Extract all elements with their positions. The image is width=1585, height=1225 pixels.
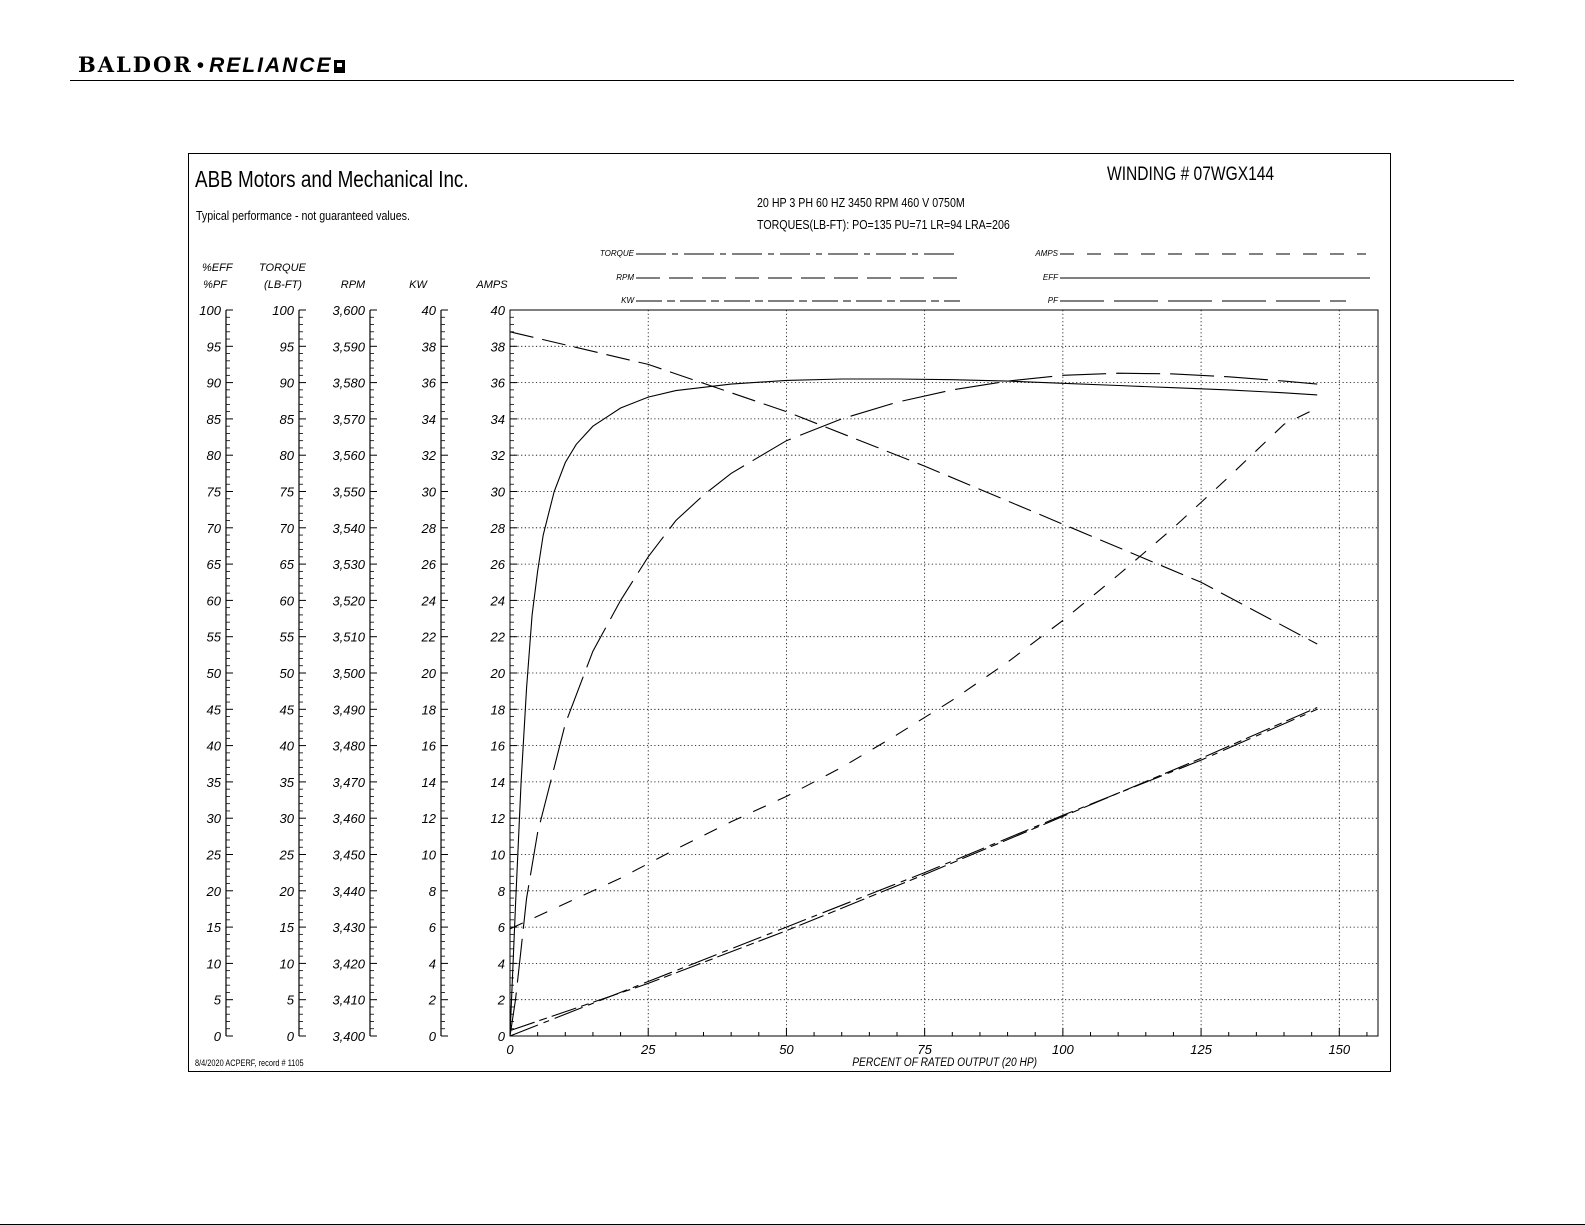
tick-label-torque: 100 <box>272 303 294 318</box>
tick-label-rpm: 3,600 <box>332 303 365 318</box>
series-pf-line <box>510 373 1317 1036</box>
tick-label-torque: 30 <box>279 811 294 827</box>
legend-label-torque: TORQUE <box>599 249 634 258</box>
tick-label-torque: 50 <box>279 666 294 681</box>
tick-label-eff_pf: 95 <box>206 339 221 355</box>
axis-label-kw: KW <box>409 279 427 291</box>
tick-label-eff_pf: 15 <box>206 920 221 936</box>
tick-label-amps: 12 <box>490 811 505 827</box>
tick-label-eff_pf: 100 <box>199 303 221 318</box>
tick-label-eff_pf: 90 <box>206 375 221 391</box>
brand-name-baldor: BALDOR <box>78 52 193 77</box>
tick-label-kw: 16 <box>421 738 436 754</box>
legend-label-kw: KW <box>621 296 634 305</box>
tick-label-rpm: 3,500 <box>332 666 365 681</box>
tick-label-amps: 32 <box>490 448 505 464</box>
tick-label-amps: 30 <box>490 484 505 500</box>
tick-label-eff_pf: 60 <box>206 593 221 609</box>
tick-label-rpm: 3,570 <box>332 411 365 427</box>
tick-label-amps: 6 <box>497 920 505 936</box>
axis-label-rpm: RPM <box>340 279 366 291</box>
tick-label-amps: 16 <box>490 738 505 754</box>
tick-label-amps: 34 <box>490 411 505 427</box>
series-torque-line <box>510 709 1317 1036</box>
x-tick-label: 150 <box>1328 1042 1351 1057</box>
tick-label-torque: 35 <box>279 774 294 790</box>
tick-label-rpm: 3,460 <box>332 811 365 827</box>
tick-label-eff_pf: 45 <box>206 702 221 718</box>
tick-label-kw: 2 <box>428 992 436 1008</box>
tick-label-amps: 14 <box>490 774 505 790</box>
x-tick-label: 25 <box>640 1042 656 1057</box>
tick-label-amps: 10 <box>490 847 505 863</box>
legend-label-rpm: RPM <box>616 273 634 282</box>
axis-label-amps: AMPS <box>476 279 508 291</box>
tick-label-eff_pf: 80 <box>206 448 221 464</box>
axis-label-eff_pf: %PF <box>203 279 227 291</box>
tick-label-torque: 55 <box>279 629 294 645</box>
tick-label-rpm: 3,440 <box>332 883 365 899</box>
tick-label-kw: 22 <box>421 629 436 645</box>
legend-label-amps: AMPS <box>1035 249 1058 258</box>
tick-label-rpm: 3,480 <box>332 738 365 754</box>
axis-label-top-eff_pf: %EFF <box>202 262 233 274</box>
tick-label-kw: 36 <box>421 375 436 391</box>
tick-label-torque: 80 <box>279 448 294 464</box>
tick-label-amps: 26 <box>490 557 505 573</box>
x-tick-label: 0 <box>506 1042 514 1057</box>
tick-label-amps: 18 <box>490 702 505 718</box>
tick-label-torque: 40 <box>279 738 294 754</box>
tick-label-kw: 38 <box>421 339 436 355</box>
legend-label-eff: EFF <box>1042 273 1058 282</box>
x-tick-label: 75 <box>917 1042 932 1057</box>
tick-label-eff_pf: 10 <box>206 956 221 972</box>
tick-label-kw: 40 <box>421 303 436 318</box>
series-amps-line <box>510 408 1317 929</box>
tick-label-kw: 26 <box>421 557 436 573</box>
tick-label-kw: 4 <box>428 956 436 972</box>
tick-label-eff_pf: 55 <box>206 629 221 645</box>
axis-label-torque: (LB-FT) <box>264 279 302 291</box>
torque-values: TORQUES(LB-FT): PO=135 PU=71 LR=94 LRA=206 <box>757 217 1010 232</box>
tick-label-torque: 10 <box>279 956 294 972</box>
tick-label-rpm: 3,550 <box>332 484 365 500</box>
tick-label-eff_pf: 70 <box>206 520 221 536</box>
tick-label-kw: 24 <box>421 593 436 609</box>
tick-label-torque: 20 <box>279 883 294 899</box>
tick-label-torque: 70 <box>279 520 294 536</box>
tick-label-amps: 20 <box>490 666 505 681</box>
x-tick-label: 125 <box>1190 1042 1212 1057</box>
tick-label-amps: 2 <box>497 992 505 1008</box>
tick-label-torque: 15 <box>279 920 294 936</box>
tick-label-kw: 28 <box>421 520 436 536</box>
tick-label-rpm: 3,410 <box>332 992 365 1008</box>
winding-number: WINDING # 07WGX144 <box>1107 164 1275 185</box>
tick-label-rpm: 3,590 <box>332 339 365 355</box>
tick-label-torque: 45 <box>279 702 294 718</box>
series-rpm-line <box>510 332 1317 644</box>
tick-label-eff_pf: 20 <box>206 883 221 899</box>
tick-label-kw: 10 <box>421 847 436 863</box>
tick-label-eff_pf: 65 <box>206 557 221 573</box>
performance-disclaimer: Typical performance - not guaranteed values. <box>196 208 410 223</box>
tick-label-torque: 5 <box>286 992 294 1008</box>
tick-label-amps: 38 <box>490 339 505 355</box>
tick-label-torque: 60 <box>279 593 294 609</box>
x-tick-label: 100 <box>1052 1042 1074 1057</box>
tick-label-torque: 95 <box>279 339 294 355</box>
brand-name-reliance: RELIANCE <box>209 54 333 77</box>
tick-label-rpm: 3,520 <box>332 593 365 609</box>
tick-label-rpm: 3,400 <box>332 1029 365 1044</box>
tick-label-rpm: 3,510 <box>332 629 365 645</box>
series-eff-line <box>510 379 1317 1036</box>
legend-label-pf: PF <box>1047 296 1058 305</box>
tick-label-kw: 6 <box>428 920 436 936</box>
tick-label-rpm: 3,560 <box>332 448 365 464</box>
tick-label-torque: 90 <box>279 375 294 391</box>
axis-label-top-torque: TORQUE <box>259 262 306 274</box>
tick-label-rpm: 3,530 <box>332 557 365 573</box>
brand-separator: • <box>196 54 206 77</box>
tick-label-kw: 32 <box>421 448 436 464</box>
tick-label-rpm: 3,490 <box>332 702 365 718</box>
tick-label-eff_pf: 50 <box>206 666 221 681</box>
series-kw-line <box>510 708 1317 1031</box>
x-tick-label: 50 <box>779 1042 794 1057</box>
tick-label-amps: 0 <box>497 1029 505 1044</box>
tick-label-amps: 40 <box>490 303 505 318</box>
tick-label-amps: 8 <box>497 883 505 899</box>
tick-label-kw: 0 <box>428 1029 436 1044</box>
tick-label-kw: 20 <box>421 666 436 681</box>
tick-label-kw: 8 <box>428 883 436 899</box>
motor-specs: 20 HP 3 PH 60 HZ 3450 RPM 460 V 0750M <box>757 195 965 210</box>
tick-label-amps: 28 <box>490 520 505 536</box>
tick-label-rpm: 3,580 <box>332 375 365 391</box>
tick-label-torque: 25 <box>279 847 294 863</box>
tick-label-rpm: 3,540 <box>332 520 365 536</box>
tick-label-eff_pf: 25 <box>206 847 221 863</box>
tick-label-eff_pf: 40 <box>206 738 221 754</box>
tick-label-rpm: 3,420 <box>332 956 365 972</box>
tick-label-torque: 65 <box>279 557 294 573</box>
tick-label-kw: 14 <box>421 774 436 790</box>
x-axis-label: PERCENT OF RATED OUTPUT (20 HP) <box>852 1056 1038 1070</box>
tick-label-amps: 4 <box>497 956 505 972</box>
record-footer: 8/4/2020 ACPERF, record # 1105 <box>195 1058 304 1068</box>
tick-label-torque: 0 <box>286 1029 294 1044</box>
tick-label-torque: 75 <box>279 484 294 500</box>
tick-label-rpm: 3,450 <box>332 847 365 863</box>
tick-label-torque: 85 <box>279 411 294 427</box>
tick-label-amps: 36 <box>490 375 505 391</box>
tick-label-eff_pf: 30 <box>206 811 221 827</box>
tick-label-eff_pf: 35 <box>206 774 221 790</box>
tick-label-kw: 34 <box>421 411 436 427</box>
tick-label-amps: 24 <box>490 593 505 609</box>
tick-label-eff_pf: 0 <box>213 1029 221 1044</box>
tick-label-eff_pf: 5 <box>213 992 221 1008</box>
tick-label-kw: 12 <box>421 811 436 827</box>
tick-label-kw: 18 <box>421 702 436 718</box>
tick-label-amps: 22 <box>490 629 505 645</box>
tick-label-kw: 30 <box>421 484 436 500</box>
tick-label-rpm: 3,470 <box>332 774 365 790</box>
tick-label-eff_pf: 85 <box>206 411 221 427</box>
tick-label-eff_pf: 75 <box>206 484 221 500</box>
tick-label-rpm: 3,430 <box>332 920 365 936</box>
company-name: ABB Motors and Mechanical Inc. <box>195 166 469 192</box>
